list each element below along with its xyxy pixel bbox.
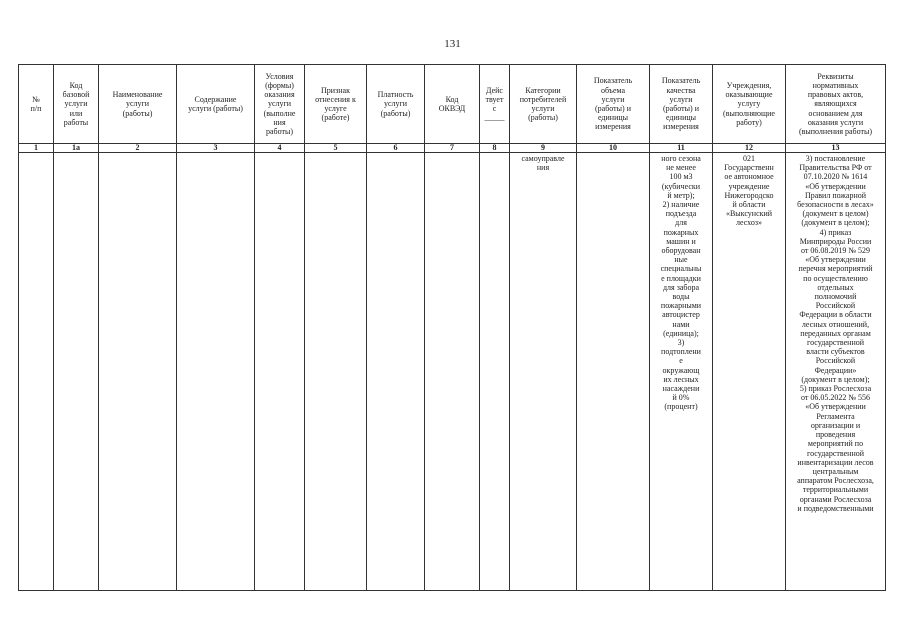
table-cell [425, 153, 480, 591]
column-number: 11 [650, 144, 713, 153]
table-cell [19, 153, 54, 591]
table-cell-quality: ного сезона не менее 100 м3 (кубически й метр); 2) наличие подъезда для пожарных машин и оборудован ные специальны е площадки для забора воды пожарными автоцистер нами (единица); 3) подтоплени е окружающ их лесных насаждени й 0% (процент) [650, 153, 713, 591]
header-cell-legal-acts: Реквизиты нормативных правовых актов, являющихся основанием для оказания услуги (выполнения работы) [786, 65, 886, 144]
column-number: 13 [786, 144, 886, 153]
column-number: 4 [255, 144, 305, 153]
table-cell [305, 153, 367, 591]
table-cell [255, 153, 305, 591]
header-cell-categories: Категории потребителей услуги (работы) [510, 65, 577, 144]
table-cell [99, 153, 177, 591]
services-registry-table [18, 64, 886, 591]
column-number: 3 [177, 144, 255, 153]
header-cell-num: № п/п [19, 65, 54, 144]
table-cell [480, 153, 510, 591]
column-number: 5 [305, 144, 367, 153]
header-cell-volume: Показатель объема услуги (работы) и единицы измерения [577, 65, 650, 144]
table-cell [367, 153, 425, 591]
header-cell-conditions: Условия (формы) оказания услуги (выполне ния работы) [255, 65, 305, 144]
header-cell-okved: Код ОКВЭД [425, 65, 480, 144]
column-number: 8 [480, 144, 510, 153]
header-cell-quality: Показатель качества услуги (работы) и единицы измерения [650, 65, 713, 144]
column-number: 6 [367, 144, 425, 153]
column-number: 10 [577, 144, 650, 153]
column-number: 7 [425, 144, 480, 153]
header-cell-valid-from: Дейс твует с _____ [480, 65, 510, 144]
header-cell-payment: Платность услуги (работы) [367, 65, 425, 144]
header-cell-attribute: Признак отнесения к услуге (работе) [305, 65, 367, 144]
column-number: 9 [510, 144, 577, 153]
column-number: 12 [713, 144, 786, 153]
column-number: 1 [19, 144, 54, 153]
header-cell-content: Содержание услуги (работы) [177, 65, 255, 144]
table-cell-legal-acts: 3) постановление Правительства РФ от 07.10.2020 № 1614 «Об утверждении Правил пожарной безопасности в лесах» (документ в целом) (документ в целом); 4) приказ Минприроды России от 06.08.2019 № 529 «Об утверждении перечня мероприятий по осуществлению отдельных полномочий Российской Федерации в области лесных отношений, переданных органам государственной власти субъектов Российской Федерации» (документ в целом); 5) приказ Рослесхоза от 06.05.2022 № 556 «Об утверждении Регламента организации и проведения мероприятий по государственной инвентаризации лесов центральным аппаратом Рослесхоза, территориальными органами Рослесхоза и подведомственными [786, 153, 886, 591]
column-number-row [19, 144, 886, 153]
page-number: 131 [444, 38, 461, 50]
header-cell-code: Код базовой услуги или работы [54, 65, 99, 144]
header-cell-institutions: Учреждения, оказывающие услугу (выполняющие работу) [713, 65, 786, 144]
column-number: 1а [54, 144, 99, 153]
table-cell-categories: самоуправле ния [510, 153, 577, 591]
table-cell [54, 153, 99, 591]
table-cell-institutions: 021 Государственн ое автономное учреждение Нижегородско й области «Выксунский лесхоз» [713, 153, 786, 591]
header-cell-name: Наименование услуги (работы) [99, 65, 177, 144]
column-number: 2 [99, 144, 177, 153]
table-cell [577, 153, 650, 591]
table-cell [177, 153, 255, 591]
header-row [19, 65, 886, 144]
table-row [19, 153, 886, 591]
